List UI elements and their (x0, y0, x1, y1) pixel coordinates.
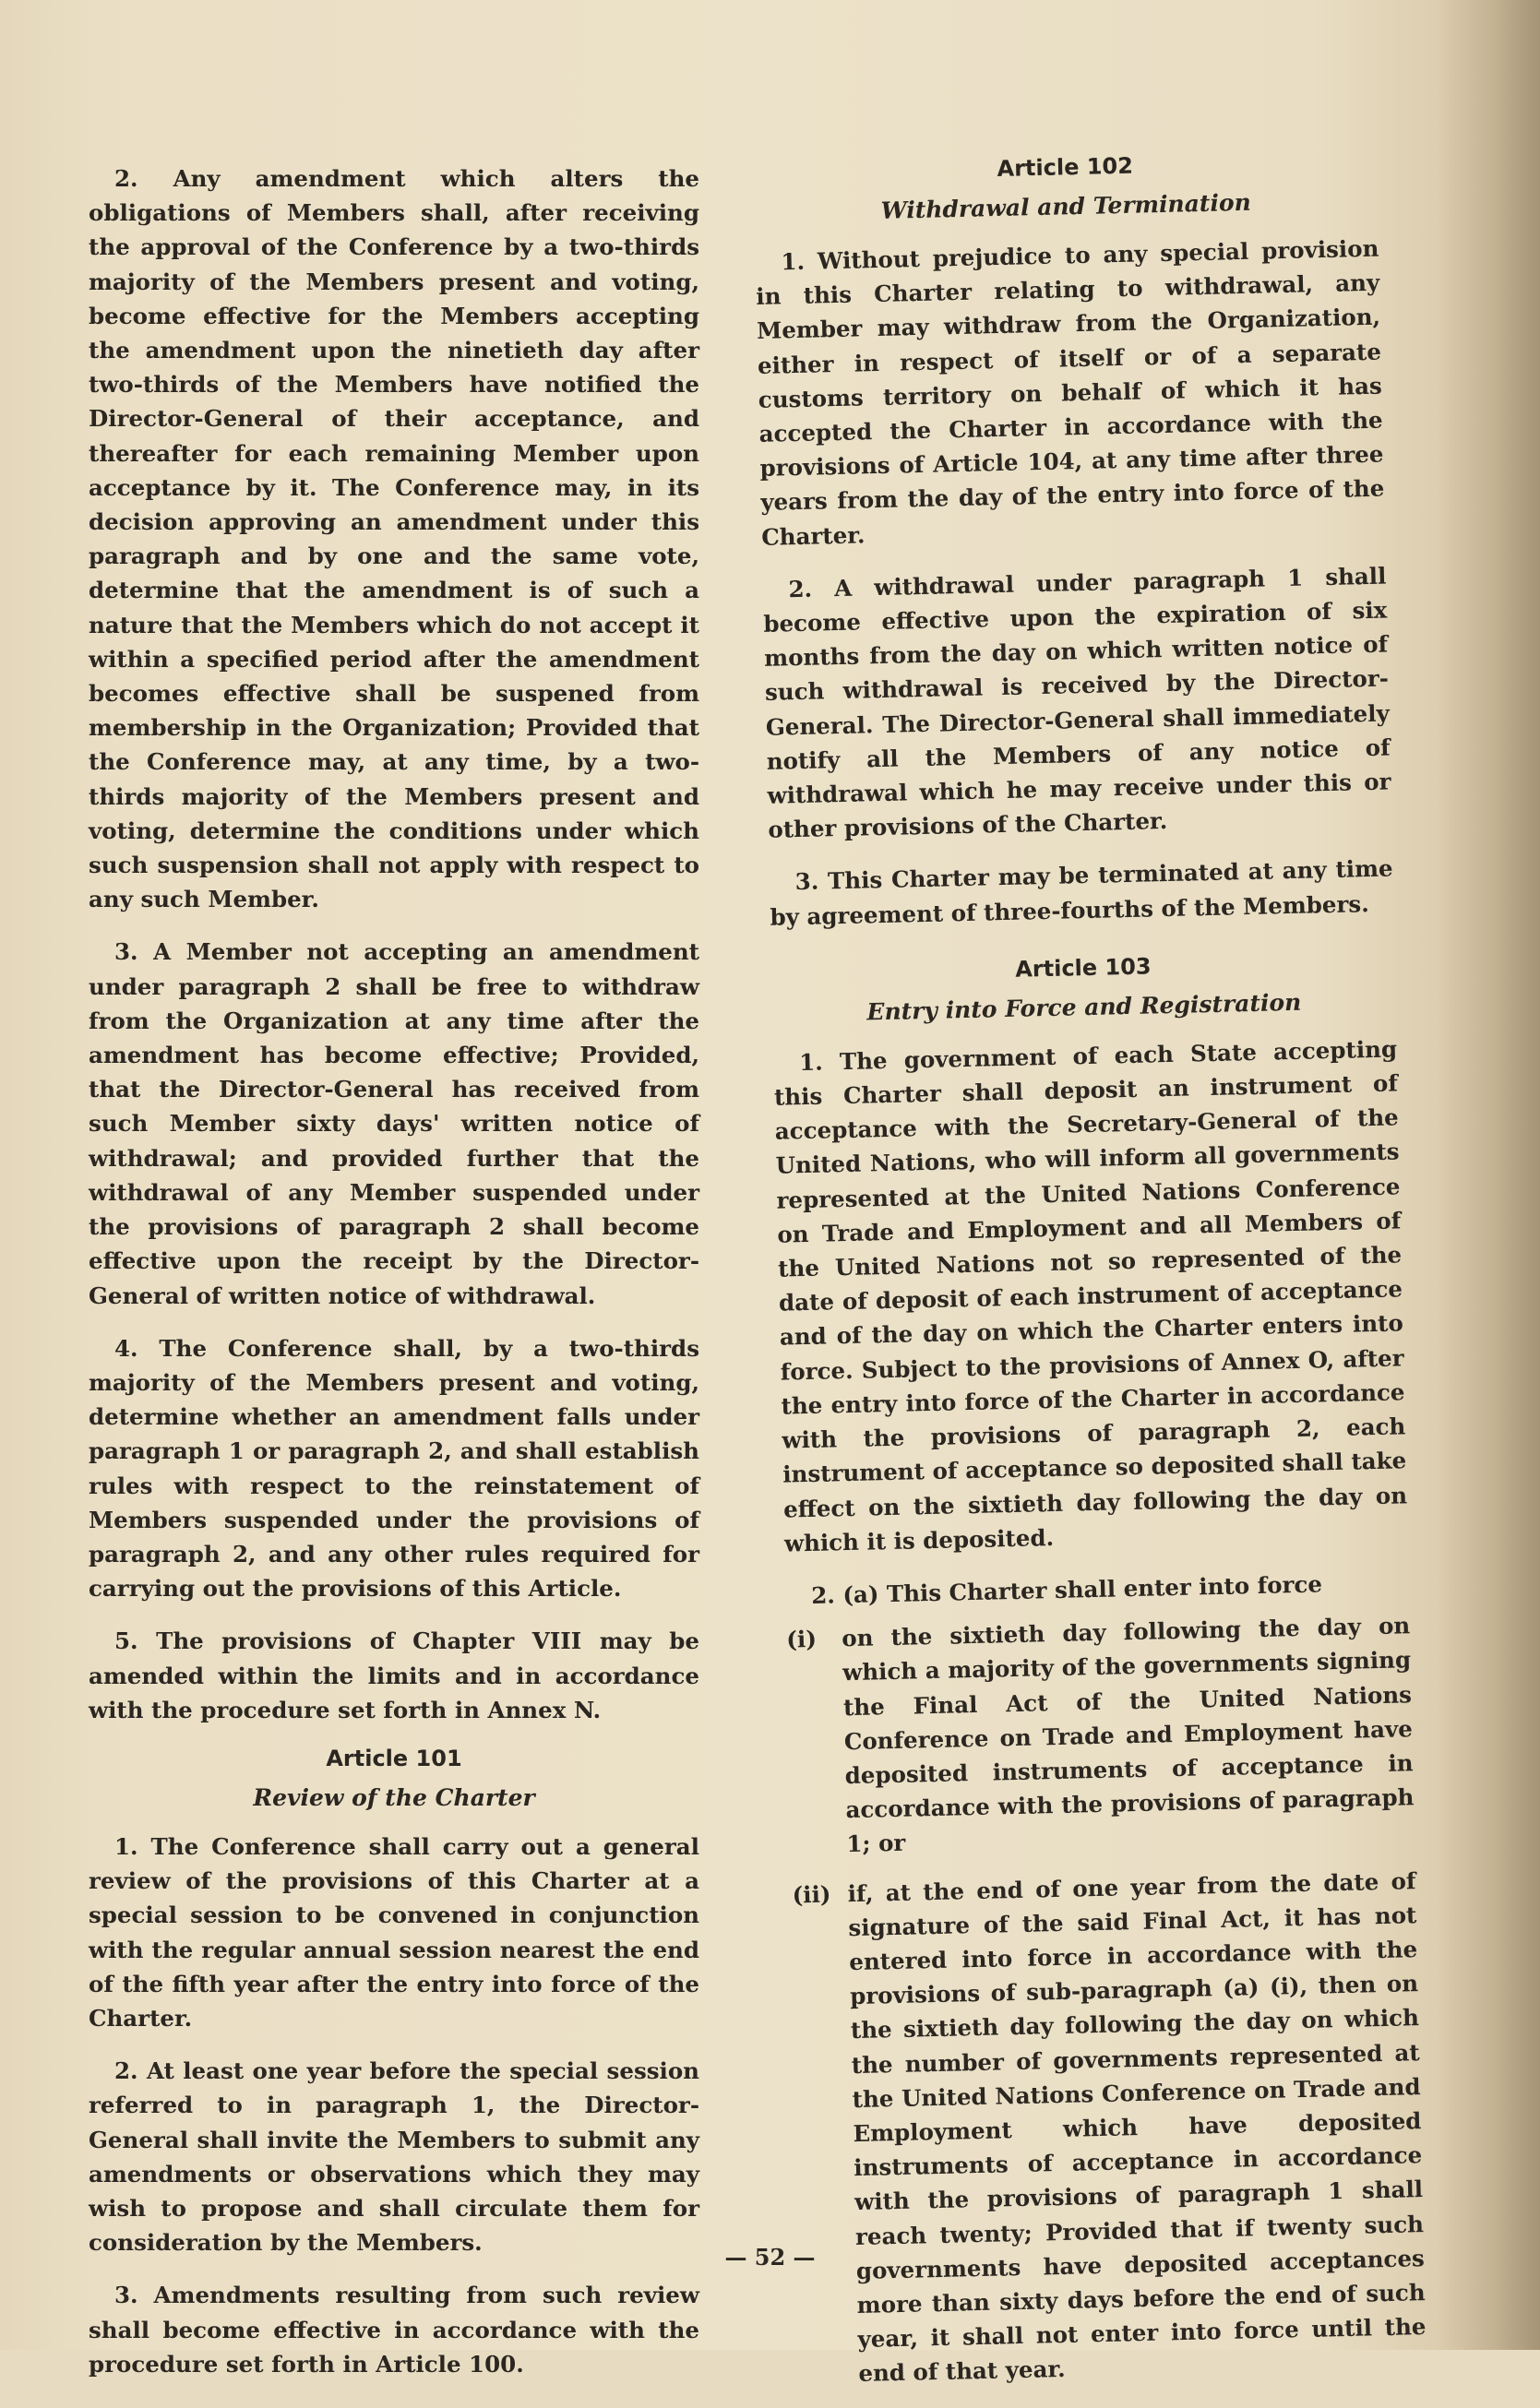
article-102-subheading: Withdrawal and Termination (880, 188, 1252, 224)
sub-item-i-label: (i) (786, 1625, 818, 1653)
paragraph-4: 4. The Conference shall, by a two-thirds majority of the Members present and voting, determine whether an amendment falls under paragraph 1 or paragraph 2, and shall establish rules with respect to the reinstatement of Members suspended under the provisions of paragraph 2, and any other rules required for carrying out the provisions of this Article. (89, 1334, 699, 1603)
article-102-paragraph-3: 3. This Charter may be terminated at any time by agreement of three-fourths of the Members. (770, 854, 1393, 931)
article-101-paragraph-1: 1. The Conference shall carry out a general review of the provisions of this Charter at a special session to be convened in conjunction with the regular annual session nearest the end of the fifth year after the entry into force of the Charter. (89, 1832, 699, 2032)
page-number: — 52 — (724, 2244, 816, 2271)
article-101-paragraph-3: 3. Amendments resulting from such review shall become effective in accordance with the procedure set forth in Article 100. (89, 2282, 699, 2378)
article-103-paragraph-2a: 2. (a) This Charter shall enter into force (810, 1570, 1323, 1609)
paragraph-2: 2. Any amendment which alters the obligations of Members shall, after receiving the approval of the Conference by a two-thirds majority of the Members present and voting, become effective for the Members accepting the amendment upon the ninetieth day after two-thirds of the Members have notified the Director-General of their acceptance, and thereafter for each remaining Member upon acceptance by it. The Conference may, in its decision approving an amendment under this paragraph and by one and the same vote, determine that the amendment is of such a nature that the Members which do not accept it within a specified period after the amendment becomes effective shall be suspened from membership in the Organization; Provided that the Conference may, at any time, by a two-thirds majority of the Members present and voting, determine the conditions under which such suspension shall not apply with respect to any such Member. (89, 165, 699, 913)
article-103-subheading: Entry into Force and Registration (866, 988, 1302, 1026)
sub-item-ii-label: (ii) (792, 1880, 831, 1909)
article-101-paragraph-2: 2. At least one year before the special session referred to in paragraph 1, the Director-General shall invite the Members to submit any amendments or observations which they may wish to propose and shall circulate them for consideration by the Members. (89, 2057, 699, 2257)
article-103-heading: Article 103 (1014, 953, 1152, 983)
sub-item-i (786, 1608, 1415, 1863)
article-102-heading: Article 102 (997, 152, 1134, 182)
article-101-heading: Article 101 (326, 1745, 462, 1771)
sub-item-i-text: on the sixtieth day following the day on which a majority of the governments signing the Final Act of the United Nations Conference on Trade and Employment have deposited instruments of acceptance in accordance with the provisions of paragraph 1; or (842, 1612, 1415, 1858)
article-102-paragraph-2: 2. A withdrawal under paragraph 1 shall become effective upon the expiration of six months from the day on which written notice of such withdrawal is received by the Director-General. The Director-General shall immediately notify all the Members of any notice of withdrawal which he may receive under this or other provisions of the Charter. (763, 562, 1391, 844)
page-fold-shadow (1439, 0, 1540, 2350)
right-column-flow (753, 148, 1427, 2392)
article-102-paragraph-1: 1. Without prejudice to any special provision in this Charter relating to withdrawal, any Member may withdraw from the Organization, either in respect of itself or of a separate customs territory on behalf of which it has accepted the Charter in accordance with the provisions of Article 104, at any time after three years from the day of the entry into force of the Charter. (755, 234, 1385, 551)
sub-item-ii (792, 1864, 1427, 2392)
right-column (753, 152, 1427, 2408)
article-103-paragraph-1: 1. The government of each State accepting this Charter shall deposit an instrument of acceptance with the Secretary-General of the United Nations, who will inform all governments represented at the United Nations Conference on Trade and Employment and all Members of the United Nations not so represented of the date of deposit of each instrument of acceptance and of the day on which the Charter enters into force. Subject to the provisions of Annex O, after the entry into force of the Charter in accordance with the provisions of paragraph 2, each instrument of acceptance so deposited shall take effect on the sixtieth day following the day on which it is deposited. (773, 1035, 1408, 1557)
left-column (89, 161, 699, 2400)
paragraph-3: 3. A Member not accepting an amendment under paragraph 2 shall be free to withdraw from the Organization at any time after the amendment has become effective; Provided, that the Director-General has received from such Member sixty days' written notice of withdrawal; and provided further that the withdrawal of any Member suspended under the provisions of paragraph 2 shall become effective upon the receipt by the Director-General of written notice of withdrawal. (89, 938, 699, 1309)
paragraph-5: 5. The provisions of Chapter VIII may be amended within the limits and in accordance with the procedure set forth in Annex N. (89, 1627, 699, 1723)
sub-item-ii-text: if, at the end of one year from the date of signature of the said Final Act, it has not entered into force in accordance with the provisions of sub-paragraph (a) (i), then on the sixtieth day following the day on which the number of governments represented at the United Nations Conference on Trade and Employment which have deposited instruments of acceptance in accordance with the provisions of paragraph 1 shall reach twenty; Provided that if twenty such governments have deposited acceptances more than sixty days before the end of such year, it shall not enter into force until the end of that year. (847, 1866, 1427, 2388)
article-101-subheading: Review of the Charter (253, 1783, 535, 1811)
